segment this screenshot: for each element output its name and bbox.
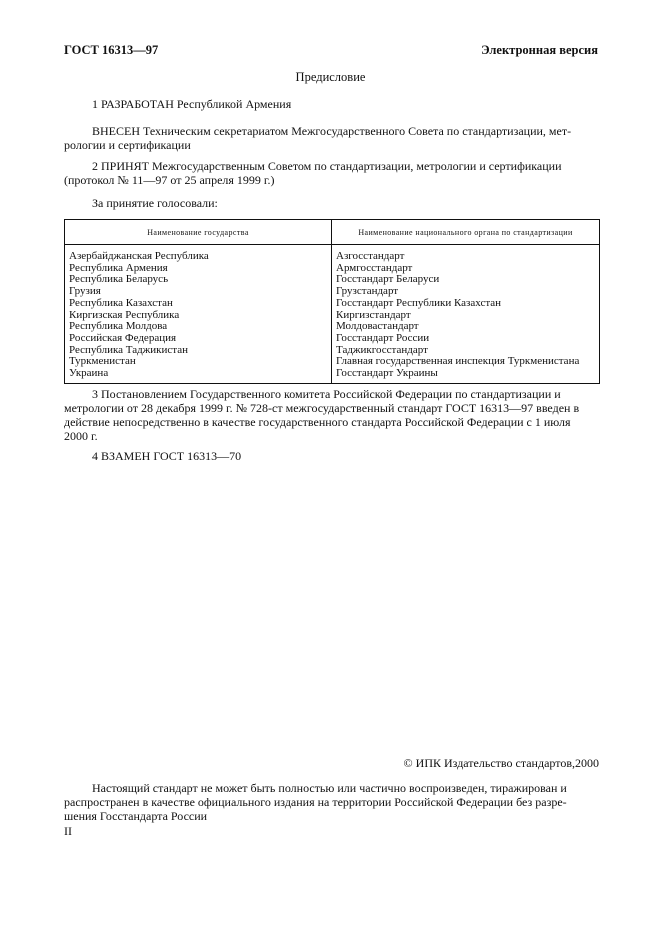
paragraph-decree-line: действие непосредственно в качестве государственного стандарта Российской Федерации с 1 июля (64, 415, 571, 429)
paragraph-adopted-line: 2 ПРИНЯТ Межгосударственным Советом по стандартизации, метрологии и сертификации (92, 159, 562, 173)
table-cell-state: Республика Казахстан (65, 298, 332, 310)
paragraph-replaces (64, 449, 600, 463)
copyright-notice: © ИПК Издательство стандартов,2000 (403, 756, 599, 770)
table-cell-state: Туркменистан (65, 356, 332, 368)
table-cell-state: Российская Федерация (65, 333, 332, 345)
table-cell-body: Госстандарт России (332, 333, 600, 345)
table-cell-state: Азербайджанская Республика (65, 245, 332, 263)
voting-table (64, 219, 600, 384)
paragraph-developed (64, 97, 600, 111)
table-cell-body: Госстандарт Беларуси (332, 274, 600, 286)
table-cell-body: Киргизстандарт (332, 310, 600, 322)
table-cell-state: Республика Беларусь (65, 274, 332, 286)
paragraph-decree-line: 2000 г. (64, 429, 98, 443)
page-title: Предисловие (295, 70, 366, 84)
column-header-state: Наименование государства (65, 220, 332, 245)
table-row (65, 274, 600, 286)
table-cell-body: Молдовастандарт (332, 321, 600, 333)
table-row (65, 298, 600, 310)
edition-label: Электронная версия (481, 43, 598, 57)
paragraph-adopted (64, 159, 600, 187)
table-row (65, 245, 600, 263)
table-cell-body: Главная государственная инспекция Туркменистана (332, 356, 600, 368)
paragraph-introduced-line: рологии и сертификации (64, 138, 191, 152)
table-cell-body: Таджикгосстандарт (332, 345, 600, 357)
table-row (65, 368, 600, 383)
table-cell-state: Украина (65, 368, 332, 383)
table-cell-state: Республика Молдова (65, 321, 332, 333)
paragraph-replaces-text: 4 ВЗАМЕН ГОСТ 16313—70 (92, 449, 242, 463)
paragraph-voted-text: За принятие голосовали: (92, 196, 218, 210)
table-cell-state: Республика Армения (65, 263, 332, 275)
reproduction-notice-line: распространен в качестве официального издания на территории Российской Федерации без разре- (64, 795, 567, 809)
reproduction-notice-line: шения Госстандарта России (64, 809, 208, 823)
column-header-national-body: Наименование национального органа по стандартизации (332, 220, 600, 245)
paragraph-decree (64, 387, 600, 443)
paragraph-reproduction-notice (64, 781, 600, 823)
table-cell-body: Грузстандарт (332, 286, 600, 298)
paragraph-decree-line: метрологии от 28 декабря 1999 г. № 728-ст межгосударственный стандарт ГОСТ 16313—97 введен в (64, 401, 580, 415)
paragraph-voted (64, 196, 600, 210)
standard-designation: ГОСТ 16313—97 (64, 43, 159, 57)
table-cell-body: Госстандарт Украины (332, 368, 600, 383)
table-row (65, 356, 600, 368)
table-header-row (65, 220, 600, 245)
table-cell-state: Грузия (65, 286, 332, 298)
table-cell-state: Киргизская Республика (65, 310, 332, 322)
table-cell-body: Армгосстандарт (332, 263, 600, 275)
table-cell-state: Республика Таджикистан (65, 345, 332, 357)
table-cell-body: Госстандарт Республики Казахстан (332, 298, 600, 310)
paragraph-adopted-line: (протокол № 11—97 от 25 апреля 1999 г.) (64, 173, 275, 187)
paragraph-introduced-line: ВНЕСЕН Техническим секретариатом Межгосударственного Совета по стандартизации, мет- (92, 124, 572, 138)
paragraph-introduced (64, 124, 600, 152)
reproduction-notice-line: Настоящий стандарт не может быть полностью или частично воспроизведен, тиражирован и (92, 781, 567, 795)
paragraph-decree-line: 3 Постановлением Государственного комитета Российской Федерации по стандартизации и (92, 387, 561, 401)
table-row (65, 333, 600, 345)
page-number: II (64, 824, 72, 838)
paragraph-developed-text: 1 РАЗРАБОТАН Республикой Армения (92, 97, 292, 111)
table-cell-body: Азгосстандарт (332, 245, 600, 263)
